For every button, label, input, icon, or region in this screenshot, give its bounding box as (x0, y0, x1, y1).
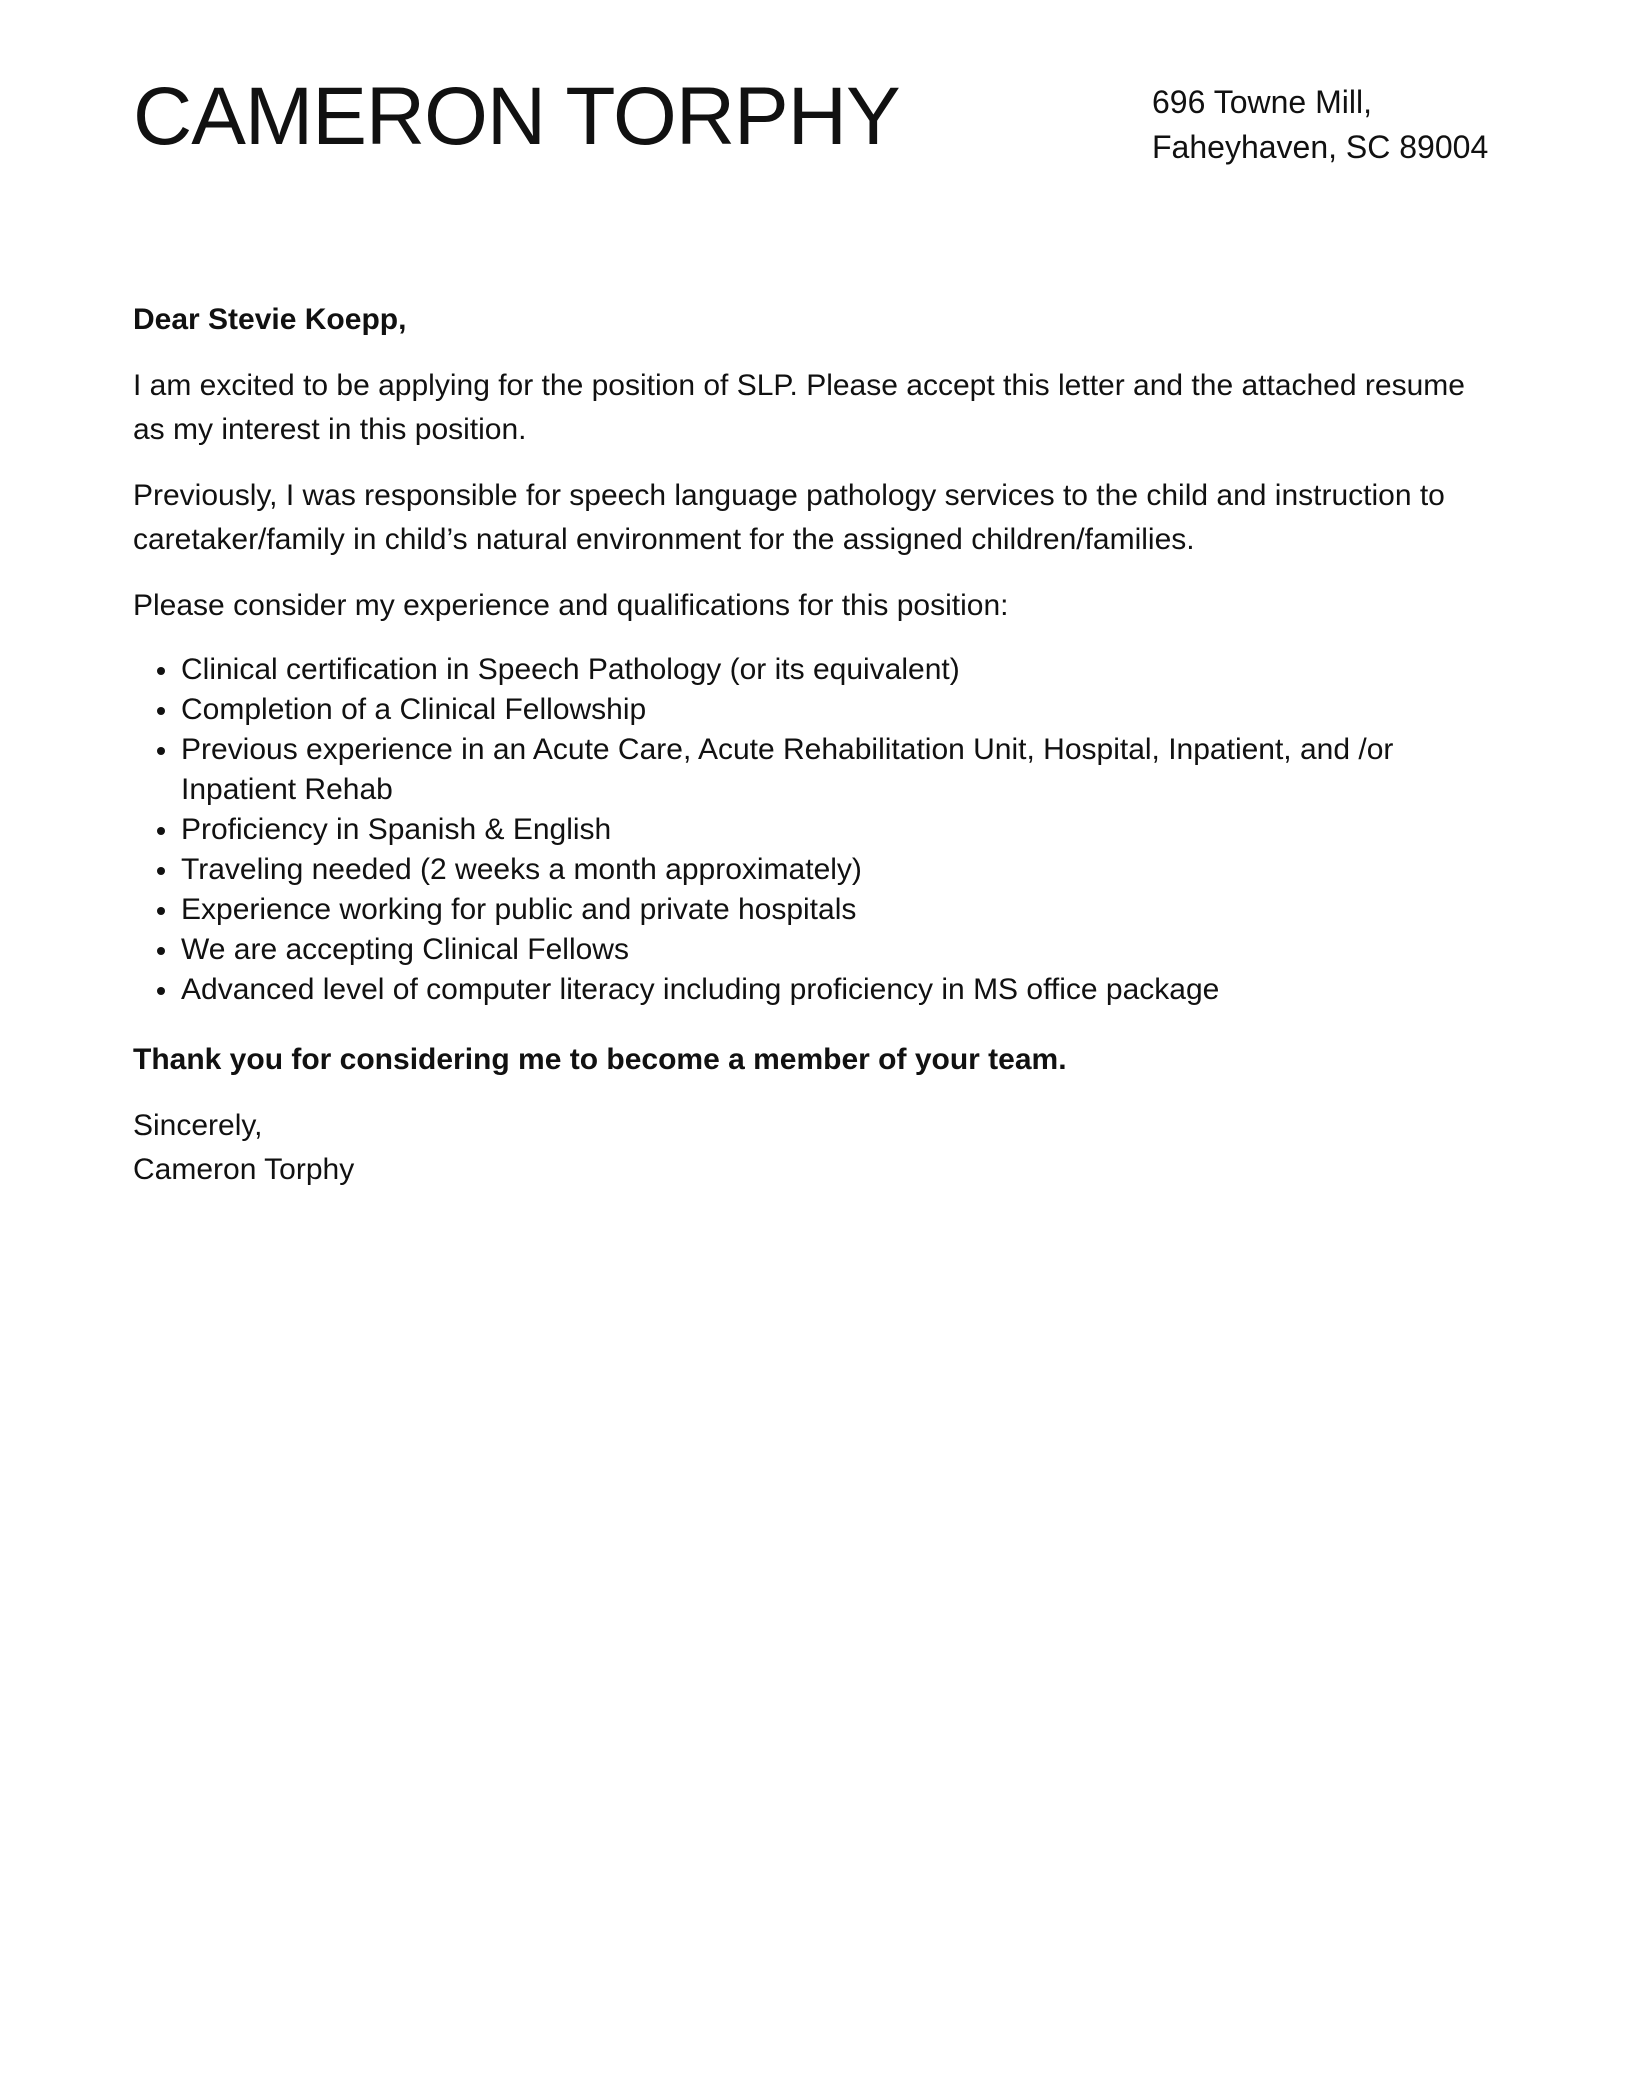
list-item: We are accepting Clinical Fellows (181, 930, 1503, 970)
paragraph-intro: I am excited to be applying for the position of SLP. Please accept this letter and the attached resume as my interest in this position. (133, 369, 1465, 446)
address-line-2: Faheyhaven, SC 89004 (1152, 129, 1489, 165)
greeting: Dear Stevie Koepp, (133, 303, 407, 336)
list-item: Advanced level of computer literacy including proficiency in MS office package (181, 970, 1503, 1010)
list-item: Traveling needed (2 weeks a month approximately) (181, 850, 1503, 890)
letter-body (133, 298, 1503, 1192)
applicant-name: CAMERON TORPHY (133, 71, 900, 162)
paragraph-qualifications-intro: Please consider my experience and qualifications for this position: (133, 589, 1009, 622)
paragraph-experience: Previously, I was responsible for speech language pathology services to the child and instruction to caretaker/family in child’s natural environment for the assigned children/families. (133, 479, 1445, 556)
qualifications-list (133, 650, 1503, 1010)
closing-statement: Thank you for considering me to become a member of your team. (133, 1043, 1067, 1076)
list-item: Previous experience in an Acute Care, Acute Rehabilitation Unit, Hospital, Inpatient, and /or Inpatient Rehab (181, 730, 1503, 810)
address-line-1: 696 Towne Mill, (1152, 84, 1372, 120)
list-item: Proficiency in Spanish & English (181, 810, 1503, 850)
signoff: Sincerely, (133, 1109, 263, 1142)
applicant-address (1152, 80, 1488, 170)
list-item: Experience working for public and private hospitals (181, 890, 1503, 930)
list-item: Completion of a Clinical Fellowship (181, 690, 1503, 730)
signoff-block (133, 1104, 1503, 1192)
signature-name: Cameron Torphy (133, 1153, 355, 1186)
list-item: Clinical certification in Speech Pathology (or its equivalent) (181, 650, 1503, 690)
